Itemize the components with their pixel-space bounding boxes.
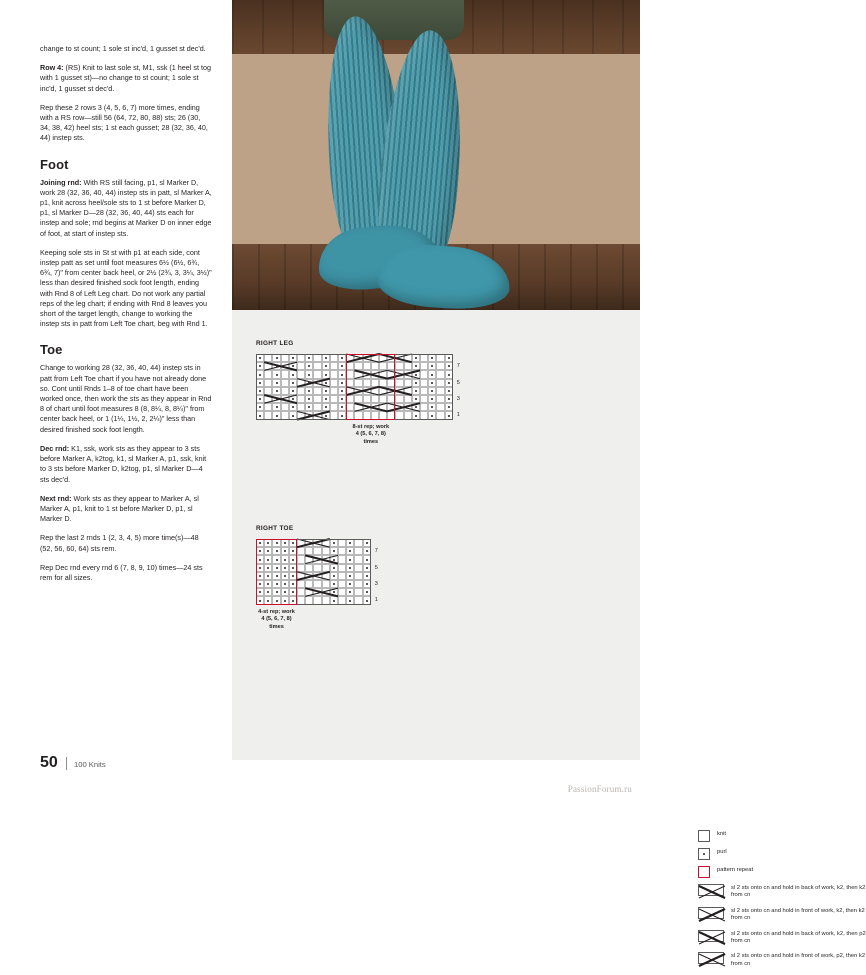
chart-row-label: 3 [456,396,460,402]
paragraph [40,44,212,54]
repeat-caption-line: 8-st rep; work [352,423,390,430]
run-label: Next rnd: [40,493,72,503]
paragraph [40,494,212,525]
legend-symbol-cable-1 [698,884,724,896]
legend-label-cable-4: sl 2 sts onto cn and hold in front of work, p2, then k2 from cn [731,953,866,967]
cable-glyph [699,954,725,966]
run-text: K1, ssk, work sts as they appear to 3 sts before Marker A, k2tog, k1, sl Marker A, p1, ssk, knit to 3 sts before Marker D, k2tog, p1, sl Marker D—4 sts dec'd. [40,443,207,484]
chart-legend [698,830,866,975]
chart-row-label: 7 [374,548,378,555]
right-leg-repeat-caption [325,424,417,447]
legend-symbol-knit [698,830,710,842]
legend-symbol-cable-3 [698,930,724,942]
right-toe-chart-title: RIGHT TOE [256,525,294,532]
repeat-caption-line: times [269,623,284,630]
right-leg-chart-title: RIGHT LEG [256,340,294,347]
paragraph [40,103,212,144]
legend-label-cable-1: sl 2 sts onto cn and hold in back of work, k2, then k2 from cn [731,885,866,899]
legend-item-cable-1 [698,884,866,900]
folio-divider [66,757,67,770]
run-label: Row 4: [40,63,64,73]
sock-photograph [232,0,640,310]
legend-item-knit [698,830,866,842]
cable-symbols [256,539,371,605]
right-leg-chart [256,354,460,420]
cable-glyph [699,886,725,898]
paragraph [40,248,212,330]
section-heading: Toe [40,342,63,358]
legend-symbol-cable-2 [698,907,724,919]
run-text: Work sts as they appear to Marker A, sl Marker A, p1, knit to 1 st before Marker D, p1, sl Marker D. [40,493,199,524]
legend-label-cable-2: sl 2 sts onto cn and hold in front of work, k2, then k2 from cn [731,907,865,922]
run-text: (RS) Knit to last sole st, M1, ssk (1 heel st tog with 1 gusset st)—no change to st count; 1 sole st inc'd, 1 gusset st dec'd. [40,63,211,93]
chart-row-label: 3 [374,581,378,587]
run-text: change to st count; 1 sole st inc'd, 1 gusset st dec'd. [40,44,206,53]
chart-row-label: 7 [456,363,460,370]
legend-item-cable-3 [698,930,866,946]
paragraph [40,63,212,94]
run-text: With RS still facing, p1, sl Marker D, work 28 (32, 36, 40, 44) instep sts in patt, sl Marker A, p1, knit across heel/sole sts to 1 st before Marker D, p1, sl Marker D—28 (32, 36, 40, 44) sts each for instep and sole; rnd begins at Marker D on inner edge of foot, at start of instep sts. [40,177,212,238]
watermark: PassionForum.ru [567,784,632,794]
run-label: Joining rnd: [40,177,82,187]
page-number: 50 [40,754,58,771]
run-text: Rep these 2 rows 3 (4, 5, 6, 7) more times, ending with a RS row—still 56 (64, 72, 80, 88) sts; 26 (30, 34, 38, 42) heel sts; 1 st each gusset; 28 (32, 36, 40, 44) instep sts. [40,102,208,143]
run-text: Keeping sole sts in St st with p1 at each side, cont instep patt as set until foot measures 6½ (6½, 6¾, 6¾, 7)" from center back heel, or 2½ (2¾, 3, 3¼, 3½)" less than desired finished sock foot length, ending with Rnd 8 of Left Leg chart. Do not work any partial reps of the leg chart; if ending with Rnd 8 leaves you short of the target length, change to working the instep sts in patt from Left Toe chart, beg with Rnd 1. [40,247,212,329]
chart-row-label: 5 [456,379,460,386]
chart-row-label: 5 [374,564,378,571]
paragraph [40,363,212,434]
paragraph [40,563,212,583]
legend-symbol-pattern-repeat [698,866,710,878]
paragraph [40,178,212,239]
chart-row-label: 1 [374,597,378,604]
chart-row-label: 1 [456,412,460,419]
cable-glyph [699,909,725,921]
paragraph [40,444,212,485]
run-text: Rep Dec rnd every rnd 6 (7, 8, 9, 10) times—24 sts rem for all sizes. [40,562,203,582]
legend-item-pattern-repeat [698,866,866,878]
legend-item-cable-2 [698,907,866,923]
paragraph [40,533,212,553]
legend-symbol-cable-4 [698,952,724,964]
legend-item-cable-4 [698,952,866,968]
legend-label-knit: knit [717,831,727,837]
run-label: Dec rnd: [40,443,70,453]
cable-symbols [256,354,453,420]
repeat-caption-line: 4 (5, 6, 7, 8) [355,431,386,438]
right-toe-repeat-caption [231,609,323,632]
cable-glyph [699,932,725,944]
run-text: Rep the last 2 rnds 1 (2, 3, 4, 5) more time(s)—48 (52, 56, 60, 64) sts rem. [40,533,199,553]
instructions-column [40,44,212,592]
legend-label-cable-3: sl 2 sts onto cn and hold in back of work, k2, then p2 from cn [731,930,866,945]
repeat-caption-line: 4-st rep; work [258,608,295,615]
legend-symbol-purl [698,848,710,860]
repeat-caption-line: times [363,438,379,445]
section-heading: Foot [40,156,69,172]
run-text: Change to working 28 (32, 36, 40, 44) instep sts in patt from Left Toe chart if you have not already done so. Cont until Rnds 1–8 of toe chart have been worked once, then work the sts as they appear in Rnd 8 of chart until foot measures 8 (8, 8¼, 8, 8¼)" from center back heel, or 1 (1¼, 1½, 2, 2¼)" less than desired finished sock foot length. [40,363,212,434]
right-toe-chart [256,539,378,605]
legend-label-pattern-repeat: pattern repeat [717,867,754,873]
legend-item-purl [698,848,866,860]
repeat-caption-line: 4 (5, 6, 7, 8) [261,616,292,623]
book-title: 100 Knits [74,760,106,769]
legend-label-purl: purl [717,849,727,855]
